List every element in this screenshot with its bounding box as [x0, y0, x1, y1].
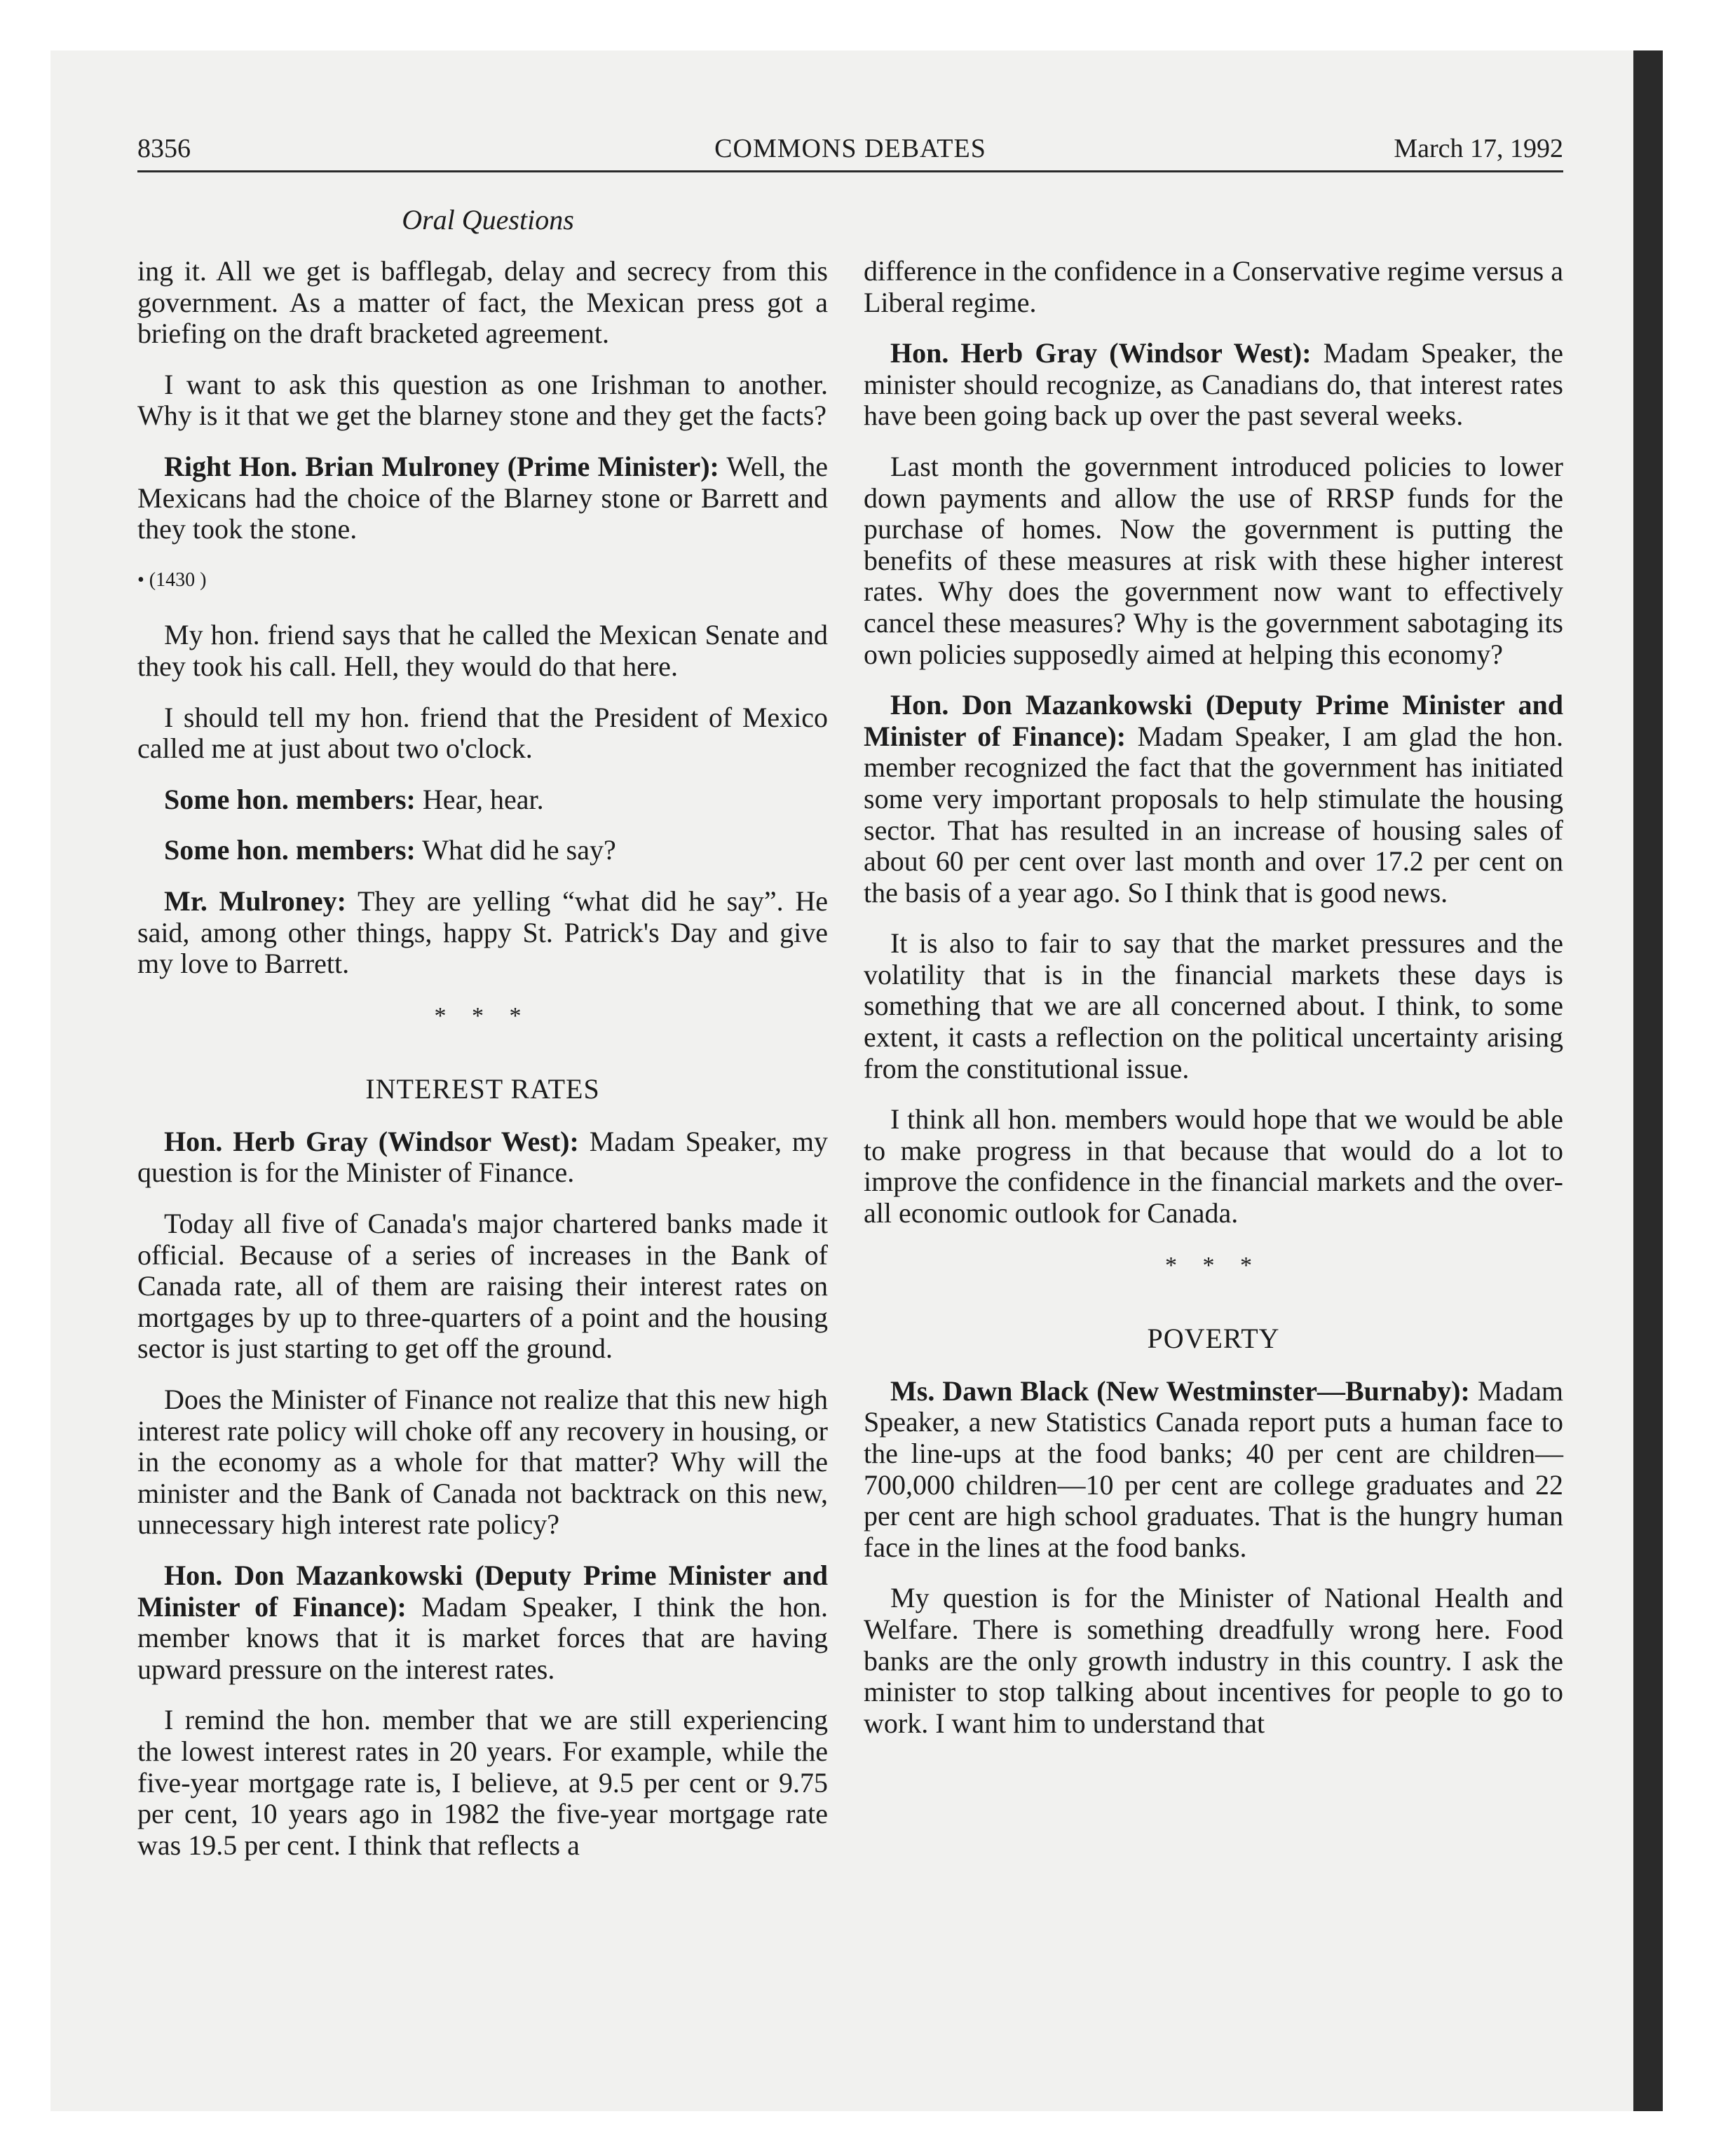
paragraph: I think all hon. members would hope that we would be able to make progress in that because that would do a lot to improve the confidence in the financial markets and the over-all economic outlook for Canada.: [864, 1103, 1563, 1229]
speech-text: Madam Speaker, the minister should recognize, as Canadians do, that interest rates have been going back up over the past several weeks.: [864, 337, 1563, 432]
speech-text: Well, the Mexicans had the choice of the Blarney stone or Barrett and they took the stone.: [137, 450, 828, 545]
paragraph: I remind the hon. member that we are still experiencing the lowest interest rates in 20 years. For example, while the five-year mortgage rate is, I believe, at 9.5 per cent or 9.75 per cent, 10 years ago in 1982 the five-year mortgage rate was 19.5 per cent. I think that reflects a: [137, 1704, 828, 1861]
speech-text: Hear, hear.: [415, 783, 544, 815]
section-separator: * * *: [434, 1002, 531, 1029]
header-rule: [137, 170, 1563, 172]
section-heading: POVERTY: [1147, 1323, 1280, 1355]
paragraph: Does the Minister of Finance not realize that this new high interest rate policy will choke off any recovery in housing, or in the economy as a whole for that matter? Why will the minister and the Bank of Canada not backtrack on this new, unnecessary high interest rate policy?: [137, 1384, 828, 1541]
paragraph: It is also to fair to say that the market pressures and the volatility that is in the financial markets these days is something that we are all concerned about. I think, to some extent, it casts a reflection on the political uncertainty arising from the constitutional issue.: [864, 927, 1563, 1084]
section-label: Oral Questions: [402, 204, 574, 236]
page-number: 8356: [137, 134, 191, 163]
paragraph: My hon. friend says that he called the Mexican Senate and they took his call. Hell, they would do that here.: [137, 619, 828, 682]
speaker-name: Hon. Don Mazankowski (Deputy Prime Minister and Minister of Finance):: [137, 1560, 828, 1623]
speaker-name: Ms. Dawn Black (New Westminster—Burnaby):: [890, 1374, 1470, 1407]
paragraph: Last month the government introduced policies to lower down payments and allow the use of RRSP funds for the purchase of homes. Now the government is putting the benefits of these measures at risk with these higher interest rates. Why does the government now want to effectively cancel these measures? Why is the government sabotaging its own policies supposedly aimed at helping this economy?: [864, 450, 1563, 670]
speech-text: Madam Speaker, I think the hon. member knows that it is market forces that are having upward pressure on the interest rates.: [137, 1590, 829, 1685]
paragraph: I should tell my hon. friend that the President of Mexico called me at just about two o'clock.: [137, 701, 828, 765]
scan-edge-shadow: [1633, 50, 1663, 2111]
speech-text: Madam Speaker, a new Statistics Canada report puts a human face to the line-ups at the food banks; 40 per cent are children—700,000 children—10 per cent are college graduates and 22 per cent are high school graduates. That is the hungry human face in the lines at the food banks.: [864, 1374, 1563, 1563]
speaker-name: Mr. Mulroney:: [164, 885, 346, 917]
right-column: [864, 256, 1563, 1759]
speaker-name: Some hon. members:: [164, 783, 416, 815]
publication-title: COMMONS DEBATES: [714, 134, 986, 163]
left-column: [137, 256, 828, 1881]
speech: [864, 690, 1563, 908]
speech: [137, 451, 828, 545]
speech-text: What did he say?: [415, 834, 616, 866]
publication-date: March 17, 1992: [1394, 134, 1563, 163]
paragraph: Today all five of Canada's major chartered banks made it official. Because of a series of increases in the Bank of Canada rate, all of them are raising their interest rates on mortgages by up to three-quarters of a point and the housing sector is just starting to get off the ground.: [137, 1208, 828, 1365]
speaker-name: Right Hon. Brian Mulroney (Prime Minister):: [164, 450, 719, 482]
paragraph: I want to ask this question as one Irishman to another. Why is it that we get the blarney stone and they get the facts?: [137, 368, 828, 432]
section-heading: INTEREST RATES: [365, 1073, 600, 1105]
time-marker: • (1430 ): [137, 568, 207, 591]
speech-text: Madam Speaker, I am glad the hon. member recognized the fact that the government has initiated some very important proposals to help stimulate the housing sector. That has resulted in an increase of housing sales of about 60 per cent over last month and over 17.2 per cent on the basis of a year ago. So I think that is good news.: [864, 720, 1564, 908]
speech-text: They are yelling “what did he say”. He said, among other things, happy St. Patrick's Day and give my love to Barrett.: [137, 885, 828, 980]
section-separator: * * *: [1165, 1252, 1262, 1278]
paragraph: ing it. All we get is bafflegab, delay and secrecy from this government. As a matter of fact, the Mexican press got a briefing on the draft bracketed agreement.: [137, 255, 828, 350]
speech: [864, 1376, 1563, 1564]
speech: [137, 784, 828, 816]
speech: [137, 1560, 828, 1685]
speaker-name: Hon. Don Mazankowski (Deputy Prime Minister and Minister of Finance):: [864, 689, 1563, 752]
speech: [864, 338, 1563, 432]
speech: [137, 886, 828, 980]
speaker-name: Some hon. members:: [164, 834, 416, 866]
page-header: [137, 133, 1563, 175]
speaker-name: Hon. Herb Gray (Windsor West):: [164, 1125, 579, 1157]
speech: [137, 835, 828, 866]
paragraph: difference in the confidence in a Conservative regime versus a Liberal regime.: [864, 255, 1563, 318]
paragraph: My question is for the Minister of National Health and Welfare. There is something dreadfully wrong here. Food banks are the only growth industry in this country. I ask the minister to stop talking about incentives for people to go to work. I want him to understand that: [864, 1582, 1563, 1739]
speech: [137, 1126, 828, 1189]
speech-text: Madam Speaker, my question is for the Minister of Finance.: [137, 1125, 829, 1189]
speaker-name: Hon. Herb Gray (Windsor West):: [890, 337, 1312, 369]
